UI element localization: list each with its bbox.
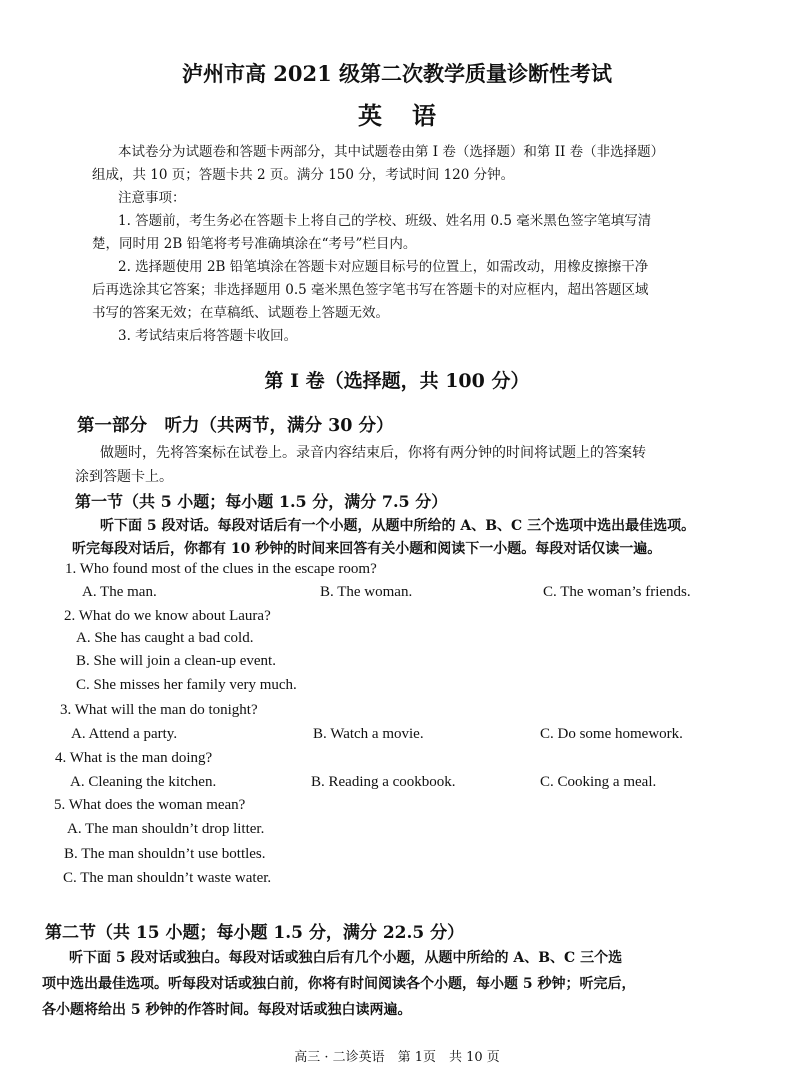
- note-1a: 1. 答题前，考生务必在答题卡上将自己的学校、班级、姓名用 0.5 毫米黑色签字笔填写清: [118, 213, 652, 229]
- part-1-instr-1: 做题时，先将答案标在试卷上。录音内容结束后，你将有两分钟的时间将试题上的答案转: [100, 445, 646, 461]
- q1-option-c: C. The woman’s friends.: [543, 584, 691, 600]
- notes-label: 注意事项：: [118, 190, 186, 206]
- question-5: 5. What does the woman mean?: [54, 797, 246, 813]
- part-1-instr-2: 涂到答题卡上。: [75, 469, 173, 485]
- intro-line-2: 组成，共 10 页；答题卡共 2 页。满分 150 分，考试时间 120 分钟。: [92, 167, 515, 183]
- subject-title: 英语: [358, 101, 466, 130]
- q4-option-a: A. Cleaning the kitchen.: [70, 774, 217, 790]
- q5-option-b: B. The man shouldn’t use bottles.: [64, 846, 266, 862]
- q3-option-b: B. Watch a movie.: [313, 726, 424, 742]
- q3-option-a: A. Attend a party.: [71, 726, 178, 742]
- note-2a: 2. 选择题使用 2B 铅笔填涂在答题卡对应题目标号的位置上，如需改动，用橡皮擦擦干净: [118, 259, 649, 275]
- q1-option-b: B. The woman.: [320, 584, 413, 600]
- q1-option-a: A. The man.: [82, 584, 157, 600]
- exam-title: 泸州市高 2021 级第二次教学质量诊断性考试: [181, 61, 613, 86]
- q2-option-c: C. She misses her family very much.: [76, 677, 297, 693]
- question-2: 2. What do we know about Laura?: [64, 608, 271, 624]
- intro-line-1: 本试卷分为试题卷和答题卡两部分，其中试题卷由第 I 卷（选择题）和第 II 卷（非选择题）: [118, 144, 665, 160]
- page-footer: 高三 · 二诊英语 第 1页 共 10 页: [294, 1050, 500, 1065]
- section-1-instr-2: 听完每段对话后，你都有 10 秒钟的时间来回答有关小题和阅读下一小题。每段对话仅读一遍。: [72, 541, 662, 557]
- question-1: 1. Who found most of the clues in the escape room?: [65, 561, 377, 577]
- question-4: 4. What is the man doing?: [55, 750, 213, 766]
- section-2-instr-2: 项中选出最佳选项。听每段对话或独白前，你将有时间阅读各个小题，每小题 5 秒钟；听完后，: [42, 976, 636, 992]
- section-2-heading: 第二节（共 15 小题；每小题 1.5 分，满分 22.5 分）: [45, 923, 465, 943]
- part-1-heading: 第一部分 听力（共两节，满分 30 分）: [77, 416, 394, 436]
- q4-option-b: B. Reading a cookbook.: [311, 774, 456, 790]
- q4-option-c: C. Cooking a meal.: [540, 774, 657, 790]
- q5-option-c: C. The man shouldn’t waste water.: [63, 870, 272, 886]
- q3-option-c: C. Do some homework.: [540, 726, 683, 742]
- note-2c: 书写的答案无效；在草稿纸、试题卷上答题无效。: [92, 305, 389, 321]
- section-1-heading: 第一节（共 5 小题；每小题 1.5 分，满分 7.5 分）: [75, 492, 448, 511]
- q5-option-a: A. The man shouldn’t drop litter.: [67, 821, 265, 837]
- q2-option-a: A. She has caught a bad cold.: [76, 630, 254, 646]
- q2-option-b: B. She will join a clean-up event.: [76, 653, 276, 669]
- note-2b: 后再选涂其它答案；非选择题用 0.5 毫米黑色签字笔书写在答题卡的对应框内，超出答题区域: [92, 282, 649, 298]
- note-1b: 楚，同时用 2B 铅笔将考号准确填涂在“考号”栏目内。: [92, 236, 417, 252]
- note-3: 3. 考试结束后将答题卡收回。: [118, 328, 298, 344]
- question-3: 3. What will the man do tonight?: [60, 702, 258, 718]
- section-2-instr-3: 各小题将给出 5 秒钟的作答时间。每段对话或独白读两遍。: [42, 1002, 412, 1018]
- section-2-instr-1: 听下面 5 段对话或独白。每段对话或独白后有几个小题，从题中所给的 A、B、C 三个选: [69, 950, 623, 966]
- volume-1-heading: 第 I 卷（选择题，共 100 分）: [264, 370, 530, 392]
- section-1-instr-1: 听下面 5 段对话。每段对话后有一个小题，从题中所给的 A、B、C 三个选项中选出最佳选项。: [100, 518, 696, 534]
